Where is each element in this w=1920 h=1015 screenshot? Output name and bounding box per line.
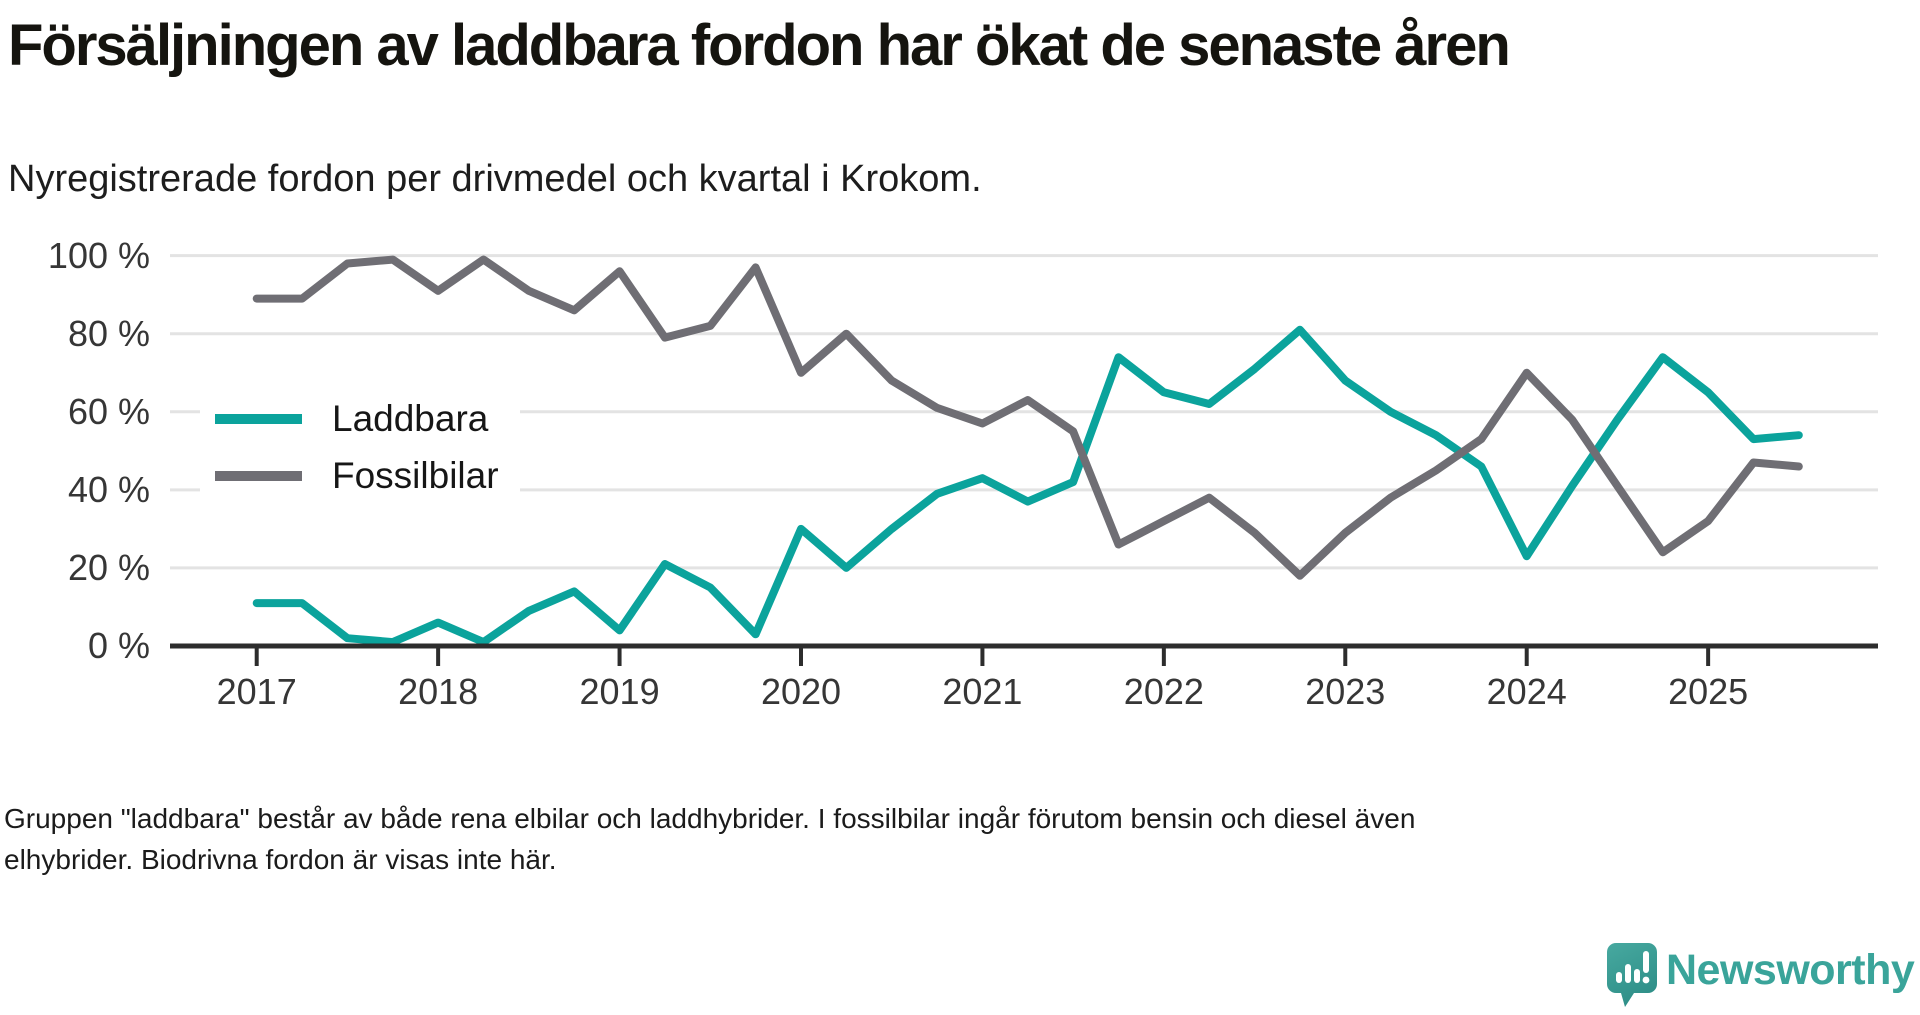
page-subtitle: Nyregistrerade fordon per drivmedel och kvartal i Krokom.: [8, 158, 982, 200]
bar-icon-1: [1616, 972, 1622, 983]
exclamation-icon: [1643, 951, 1649, 973]
x-axis-label-2019: 2019: [579, 671, 660, 712]
page-title: Försäljningen av laddbara fordon har ökat de senaste åren: [8, 13, 1509, 78]
axis-ticks: [257, 648, 1708, 666]
y-axis-label-0: 0 %: [87, 625, 150, 666]
x-axis-label-2022: 2022: [1123, 671, 1204, 712]
x-axis-label-2025: 2025: [1668, 671, 1749, 712]
bar-icon-3: [1634, 969, 1640, 983]
x-axis-label-2018: 2018: [398, 671, 479, 712]
newsworthy-logo-icon: [1604, 940, 1660, 1010]
bar-icon-2: [1625, 964, 1631, 983]
newsworthy-logo: [1604, 940, 1916, 1010]
speech-bubble-shape: [1607, 943, 1657, 1007]
y-axis-label-60: 60 %: [67, 390, 150, 432]
x-axis-label-2021: 2021: [942, 671, 1023, 712]
legend-label-laddbara: Laddbara: [332, 398, 489, 439]
y-axis-label-100: 100 %: [47, 234, 150, 276]
y-axis-label-80: 80 %: [67, 312, 150, 354]
y-axis-label-40: 40 %: [67, 468, 150, 510]
legend-label-fossilbilar: Fossilbilar: [332, 455, 499, 496]
exclamation-dot: [1643, 977, 1650, 984]
footnote: Gruppen "laddbara" består av både rena elbilar och laddhybrider. I fossilbilar ingår förutom bensin och diesel även elhybrider. Biodrivna fordon är visas inte här.: [4, 803, 1416, 875]
x-axis-label-2020: 2020: [760, 671, 842, 712]
x-axis-label-2024: 2024: [1486, 671, 1567, 712]
y-axis-label-20: 20 %: [67, 546, 150, 588]
newsworthy-logo-text: Newsworthy: [1666, 946, 1915, 994]
x-axis-label-2017: 2017: [216, 671, 297, 712]
x-axis-label-2023: 2023: [1305, 671, 1386, 712]
